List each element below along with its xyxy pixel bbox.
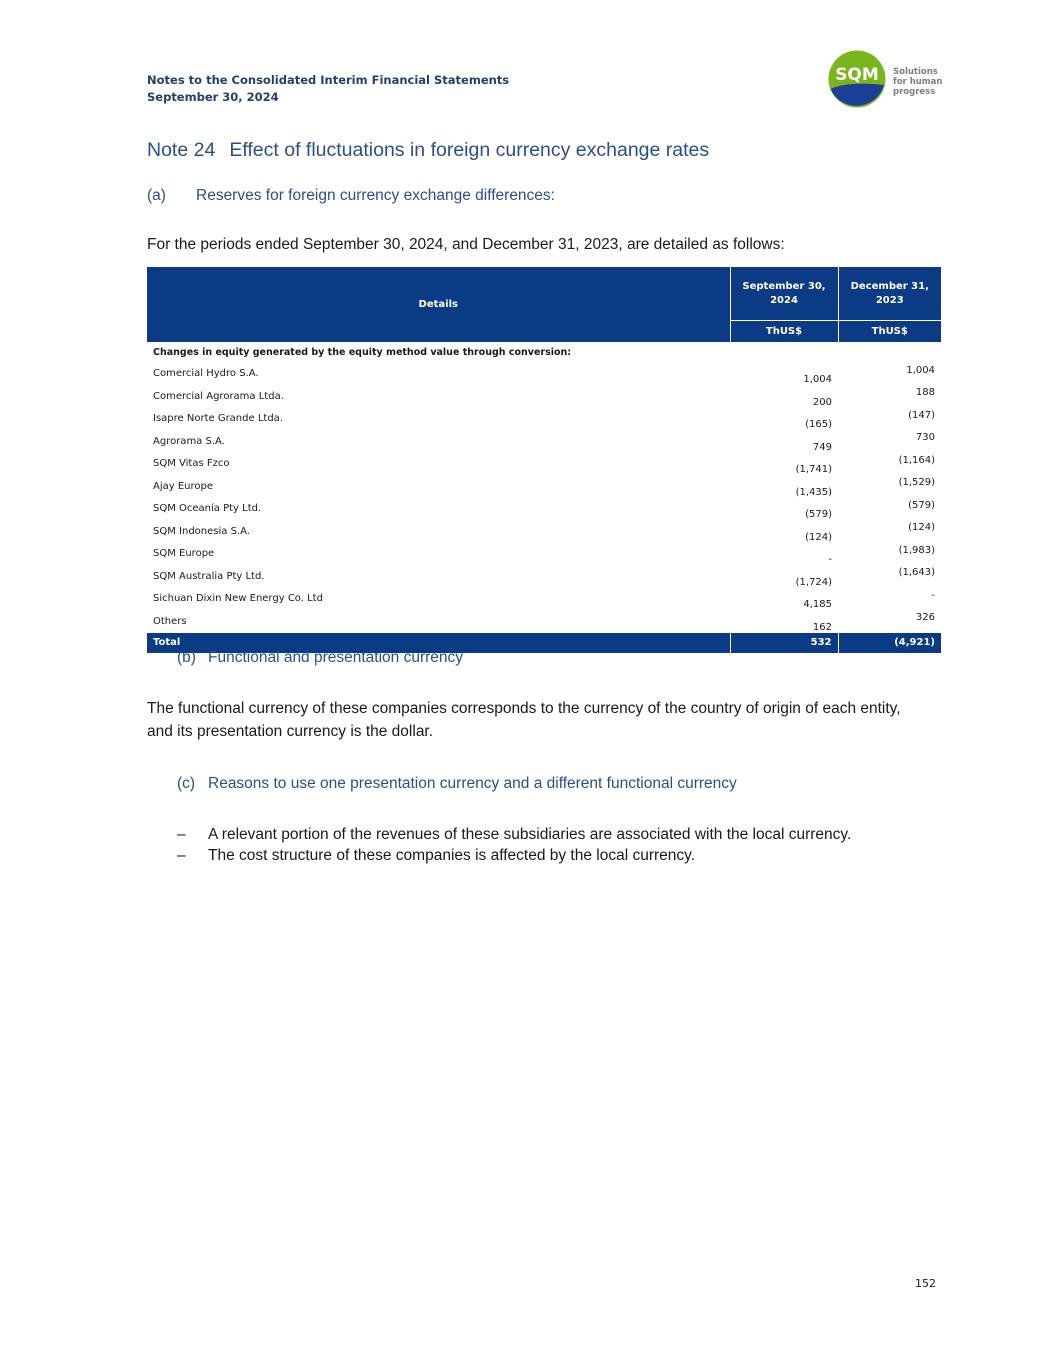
logo-tagline-line: Solutions [893, 67, 938, 77]
table-row [147, 363, 941, 386]
row-value-2023: (1,983) [898, 544, 935, 556]
row-value-2023: (147) [908, 409, 935, 421]
row-value-2023: 730 [915, 432, 935, 443]
col-header-text: September 30, [742, 280, 826, 292]
section-c-title: Reasons to use one presentation currency and a different functional currency [208, 775, 737, 792]
col-header-text: 2024 [770, 294, 798, 306]
table-row [147, 475, 941, 498]
row-value-2023: 326 [915, 612, 935, 623]
logo-blue-wave [831, 84, 885, 106]
row-value-2024: - [828, 554, 832, 565]
exchange-reserves-table [147, 267, 941, 653]
row-name: SQM Indonesia S.A. [153, 525, 250, 537]
row-name: Comercial Agrorama Ltda. [153, 390, 284, 402]
unit-header: ThUS$ [730, 321, 838, 343]
section-b-heading [177, 649, 463, 667]
table-row [147, 408, 941, 431]
page-number: 152 [915, 1277, 936, 1290]
paragraph-line: and its presentation currency is the dollar. [147, 723, 434, 740]
row-name: Sichuan Dixin New Energy Co. Ltd [153, 593, 323, 605]
section-a-heading [147, 187, 555, 205]
group-label: Changes in equity generated by the equity method value through conversion: [153, 346, 572, 358]
table-row [147, 610, 941, 633]
row-name: Ajay Europe [153, 480, 214, 492]
row-value-2024: 162 [812, 621, 832, 633]
bullet-item [177, 847, 695, 865]
row-value-2024: (124) [805, 531, 832, 543]
row-name: SQM Oceanía Pty Ltd. [153, 503, 262, 515]
logo-tagline-line: for human [893, 77, 943, 87]
logo-tagline [893, 67, 942, 97]
row-value-2024: 4,185 [803, 599, 832, 610]
logo-mark: SQM [835, 65, 879, 85]
total-label: Total [147, 633, 730, 654]
row-value-2024: (165) [805, 419, 832, 430]
logo-tagline-line: progress [893, 87, 936, 97]
col-header-dec-2023 [838, 267, 941, 321]
table-row [147, 453, 941, 476]
table-row [147, 385, 941, 408]
section-b-title: Functional and presentation currency [208, 649, 464, 666]
row-value-2024: (1,724) [795, 576, 832, 588]
col-header-details: Details [147, 267, 730, 342]
note-number: Note 24 [147, 139, 216, 161]
row-name: Isapre Norte Grande Ltda. [153, 413, 283, 425]
note-heading: Effect of fluctuations in foreign currency exchange rates [229, 139, 710, 161]
row-value-2024: (1,435) [795, 486, 832, 498]
paragraph-line: The functional currency of these companies corresponds to the currency of the country of origin of each entity, [147, 700, 901, 717]
document-header [147, 72, 509, 106]
total-value-2024: 532 [730, 633, 838, 654]
section-c-label: (c) [177, 775, 196, 792]
row-value-2024: (579) [805, 509, 832, 520]
section-a-intro: For the periods ended September 30, 2024, and December 31, 2023, are detailed as follows: [147, 236, 785, 253]
note-title [147, 139, 709, 162]
row-name: Comercial Hydro S.A. [153, 368, 259, 380]
table-row [147, 430, 941, 453]
row-name: SQM Vitas Fzco [153, 458, 230, 470]
row-name: Agrorama S.A. [153, 435, 225, 447]
dash-bullet-icon: – [177, 826, 186, 843]
bullet-text: A relevant portion of the revenues of these subsidiaries are associated with the local currency. [208, 826, 852, 843]
row-value-2023: (124) [908, 522, 935, 533]
row-name: Others [153, 615, 187, 627]
col-header-text: 2023 [875, 294, 904, 306]
section-c-heading [177, 775, 737, 793]
table-row [147, 588, 941, 611]
col-header-sep-2024 [730, 267, 838, 321]
table-row [147, 498, 941, 521]
row-name: SQM Europe [153, 548, 215, 560]
row-value-2023: (1,643) [898, 567, 935, 578]
row-value-2024: 200 [812, 396, 832, 408]
unit-header: ThUS$ [838, 321, 941, 343]
section-b-text [147, 697, 901, 743]
bullet-item [177, 826, 851, 844]
col-header-text: December 31, [850, 280, 929, 292]
bullet-text: The cost structure of these companies is affected by the local currency. [208, 847, 696, 864]
section-b-label: (b) [177, 649, 196, 666]
row-value-2023: 1,004 [906, 364, 935, 376]
table-row [147, 543, 941, 566]
row-value-2023: (1,164) [898, 454, 935, 466]
total-value-2023: (4,921) [838, 633, 941, 654]
dash-bullet-icon: – [177, 847, 186, 864]
header-date: September 30, 2024 [147, 90, 279, 104]
row-value-2023: 188 [915, 387, 935, 398]
section-a-title: Reserves for foreign currency exchange differences: [196, 187, 555, 204]
row-value-2023: - [931, 589, 935, 601]
header-title: Notes to the Consolidated Interim Financial Statements [147, 73, 510, 87]
table-row [147, 520, 941, 543]
group-row [147, 342, 941, 363]
row-value-2023: (1,529) [898, 477, 935, 488]
table-row [147, 565, 941, 588]
row-value-2024: (1,741) [795, 464, 832, 475]
row-value-2024: 749 [812, 441, 832, 453]
row-value-2024: 1,004 [803, 374, 832, 385]
row-name: SQM Australia Pty Ltd. [153, 570, 265, 582]
section-a-label: (a) [147, 187, 166, 204]
row-value-2023: (579) [908, 499, 935, 511]
